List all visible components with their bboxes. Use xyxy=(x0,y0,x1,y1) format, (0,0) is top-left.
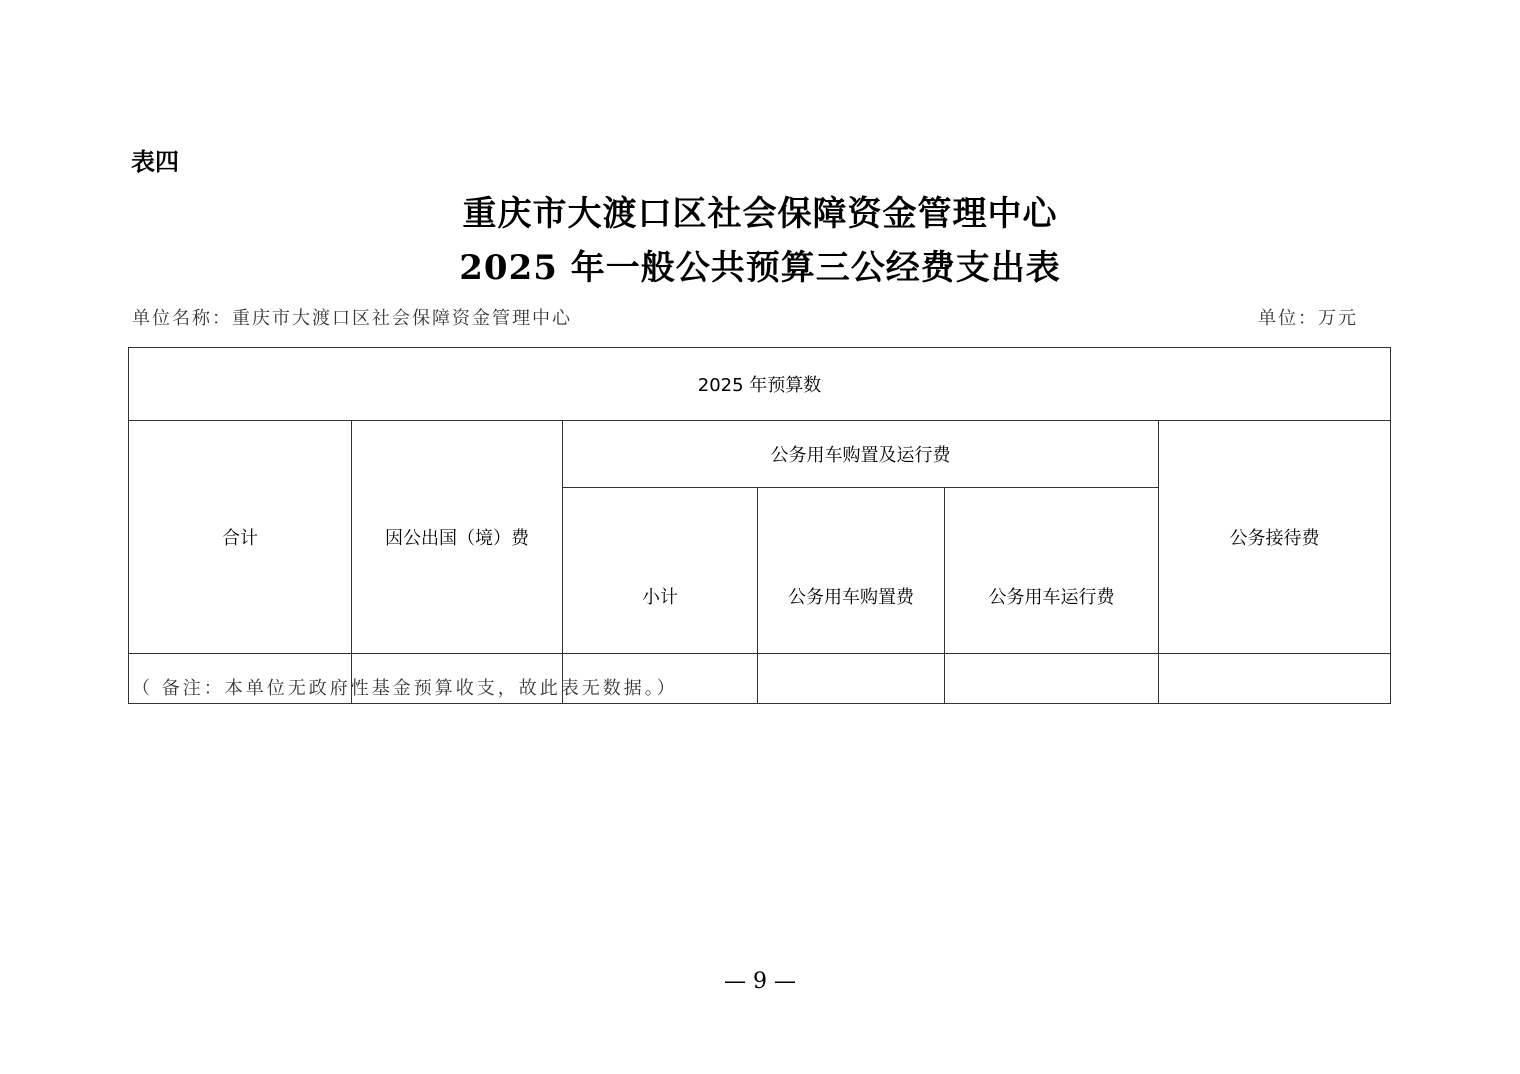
header-vehicle-subtotal: 小计 xyxy=(563,488,758,654)
cell-vehicle-operation xyxy=(945,654,1159,704)
document-title-line2: 2025 年一般公共预算三公经费支出表 xyxy=(459,248,1061,288)
table-label: 表四 xyxy=(131,148,179,176)
currency-unit-label: 单位：万元 xyxy=(1258,308,1358,329)
page-number: — 9 — xyxy=(724,969,796,994)
unit-name-label: 单位名称：重庆市大渡口区社会保障资金管理中心 xyxy=(132,308,572,329)
header-vehicle-purchase: 公务用车购置费 xyxy=(758,488,945,654)
header-vehicle-group: 公务用车购置及运行费 xyxy=(563,421,1159,488)
budget-table xyxy=(128,347,1391,704)
header-abroad-expense: 因公出国（境）费 xyxy=(352,421,563,654)
header-budget-year: 2025 年预算数 xyxy=(129,348,1391,421)
header-vehicle-operation: 公务用车运行费 xyxy=(945,488,1159,654)
header-row-budget-year xyxy=(129,348,1391,421)
footnote: （ 备注：本单位无政府性基金预算收支，故此表无数据。） xyxy=(132,678,678,699)
cell-vehicle-purchase xyxy=(758,654,945,704)
header-total: 合计 xyxy=(129,421,352,654)
cell-reception-expense xyxy=(1159,654,1391,704)
document-title-line1: 重庆市大渡口区社会保障资金管理中心 xyxy=(462,194,1058,234)
header-row-categories xyxy=(129,421,1391,488)
header-reception-expense: 公务接待费 xyxy=(1159,421,1391,654)
